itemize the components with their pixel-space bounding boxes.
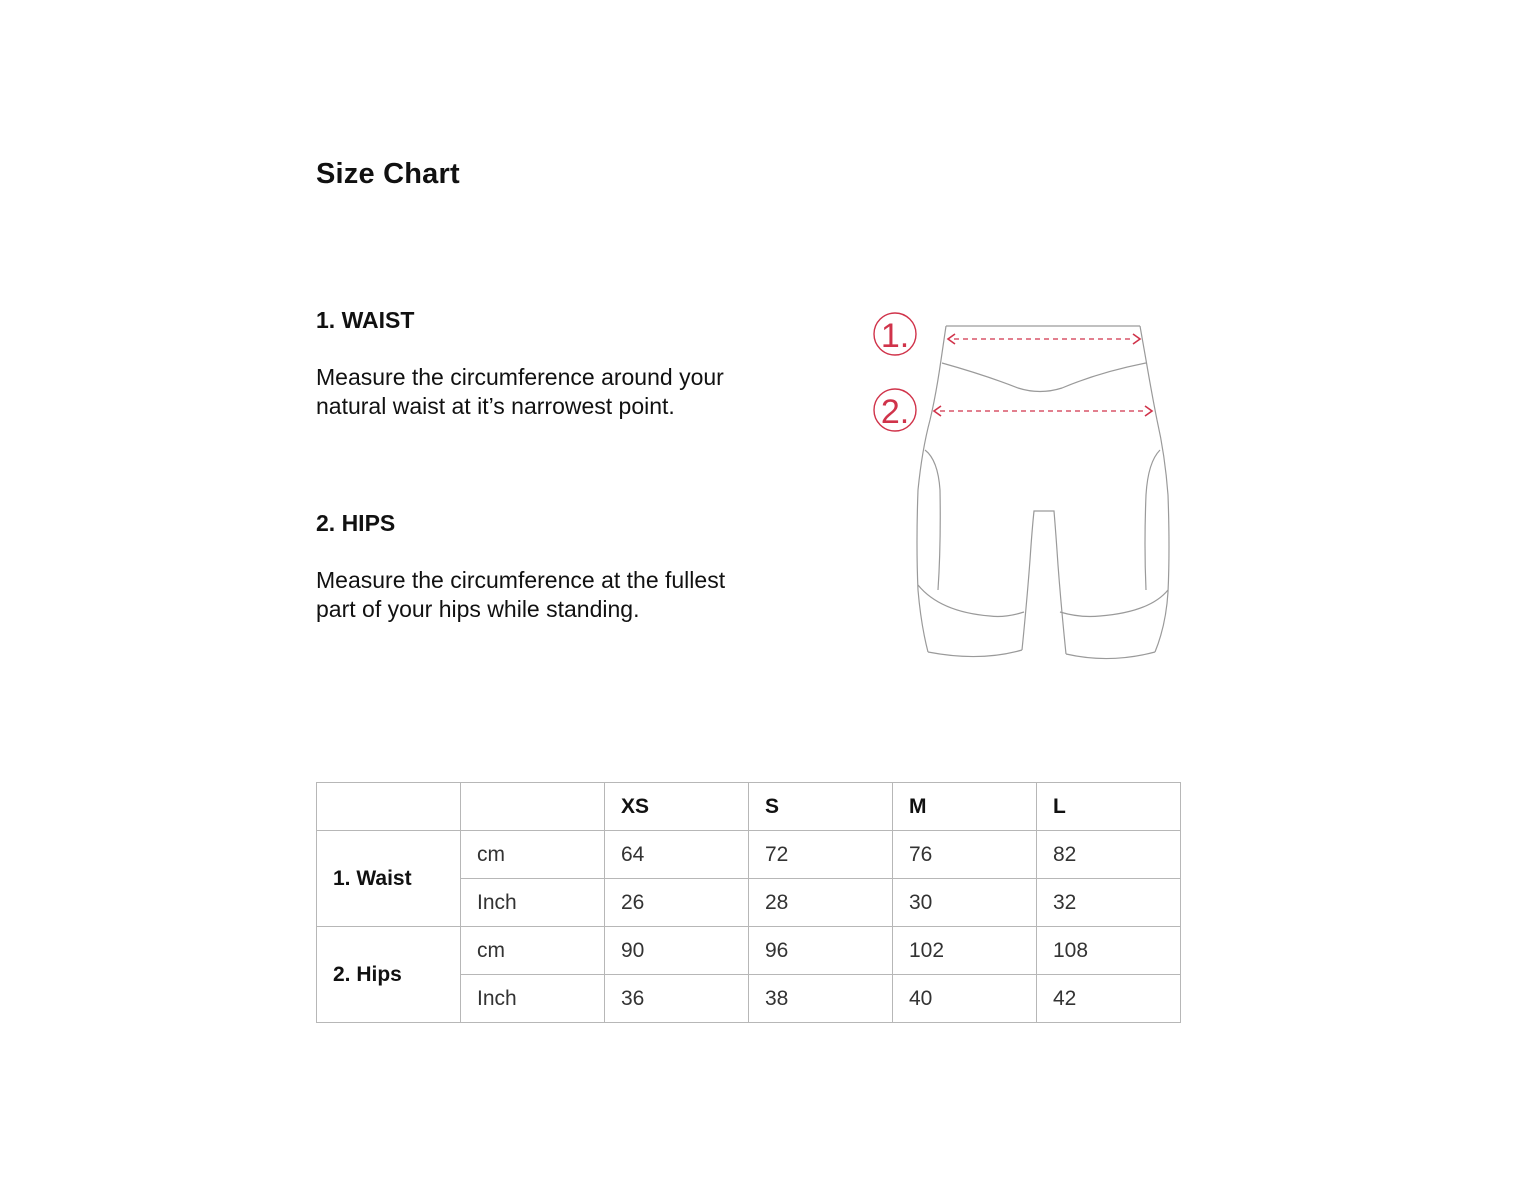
size-table (316, 782, 1181, 1023)
value-cell: 108 (1037, 927, 1181, 975)
waist-measure-marker (874, 313, 1140, 355)
value-cell: 90 (605, 927, 749, 975)
value-cell: 82 (1037, 831, 1181, 879)
value-cell: 102 (893, 927, 1037, 975)
shorts-outline (917, 326, 1169, 659)
hips-arrow-left-icon (934, 406, 941, 416)
hips-measure-marker (874, 389, 1152, 431)
header-cell-xs: XS (605, 783, 749, 831)
hips-section (316, 509, 836, 624)
table-row (317, 831, 1181, 879)
unit-cell: cm (461, 927, 605, 975)
hips-instructions (316, 566, 836, 624)
row-label-waist: 1. Waist (317, 831, 461, 927)
waist-section (316, 306, 836, 421)
header-cell-empty (317, 783, 461, 831)
table-row (317, 927, 1181, 975)
marker-2-label: 2. (880, 393, 910, 431)
page-title: Size Chart (316, 158, 460, 190)
value-cell: 30 (893, 879, 1037, 927)
value-cell: 64 (605, 831, 749, 879)
unit-cell: cm (461, 831, 605, 879)
row-label-hips: 2. Hips (317, 927, 461, 1023)
value-cell: 32 (1037, 879, 1181, 927)
header-cell-s: S (749, 783, 893, 831)
value-cell: 38 (749, 975, 893, 1023)
header-cell-empty (461, 783, 605, 831)
value-cell: 40 (893, 975, 1037, 1023)
unit-cell: Inch (461, 975, 605, 1023)
waist-heading: 1. WAIST (316, 307, 415, 333)
unit-cell: Inch (461, 879, 605, 927)
hips-arrow-right-icon (1145, 406, 1152, 416)
hips-heading: 2. HIPS (316, 510, 396, 536)
waist-instructions-line-1: Measure the circumference around your (316, 364, 724, 390)
value-cell: 42 (1037, 975, 1181, 1023)
hips-instructions-line-1: Measure the circumference at the fullest (316, 567, 726, 593)
hips-instructions-line-2: part of your hips while standing. (316, 596, 640, 622)
value-cell: 72 (749, 831, 893, 879)
value-cell: 28 (749, 879, 893, 927)
shorts-measurement-diagram (860, 300, 1190, 680)
value-cell: 76 (893, 831, 1037, 879)
header-cell-m: M (893, 783, 1037, 831)
waist-arrow-left-icon (948, 334, 955, 344)
waist-instructions (316, 363, 836, 421)
header-cell-l: L (1037, 783, 1181, 831)
value-cell: 36 (605, 975, 749, 1023)
waist-arrow-right-icon (1133, 334, 1140, 344)
waist-instructions-line-2: natural waist at it’s narrowest point. (316, 393, 675, 419)
value-cell: 26 (605, 879, 749, 927)
value-cell: 96 (749, 927, 893, 975)
marker-1-label: 1. (880, 317, 910, 355)
table-header-row (317, 783, 1181, 831)
